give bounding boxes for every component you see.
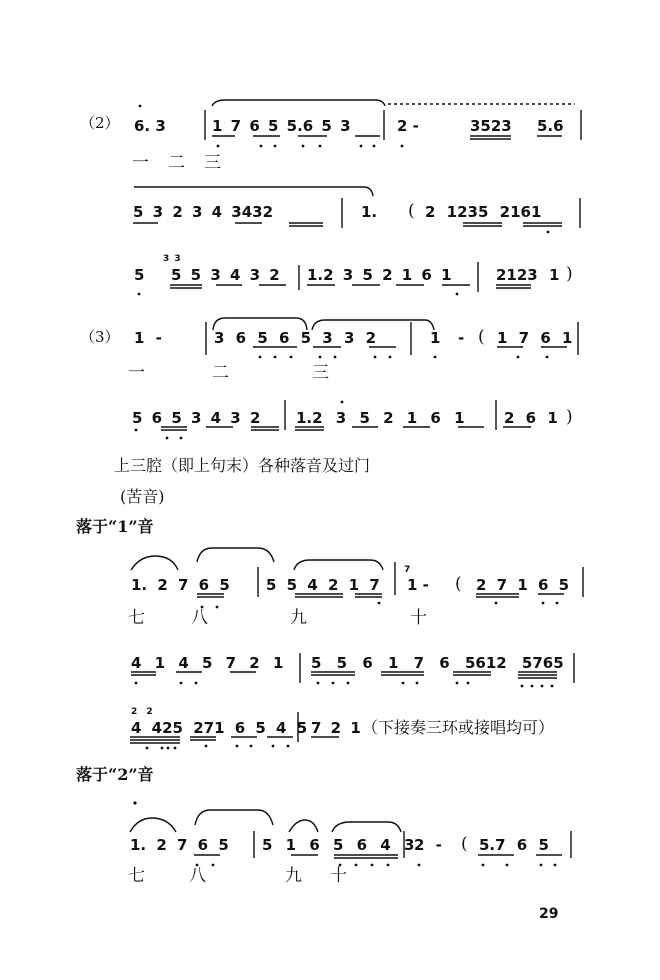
lyric: 一 [132,153,149,173]
note-group: 1.2 3 5 2 1 6 1 [296,409,465,427]
lyric: 三 [204,153,221,173]
note-group: 7 2 1 [311,719,361,737]
paren-open: ( [461,834,468,854]
page-number: 29 [539,906,559,922]
lyric: 一 [128,363,145,383]
note-group: 4 425 271 6 5 4 5 [131,719,308,737]
fall-on-2-heading: 落于“2”音 [76,765,154,784]
note-group: 5 [134,266,145,284]
section-label-3: （3） [80,328,120,346]
note-group: 1 [430,329,441,347]
note-group: 2 7 1 6 5 [476,576,570,594]
note-group: 1 7 6 5 5.6 5 3 [212,117,351,135]
note-group: 5 3 2 3 4 3432 [133,203,274,221]
lyric: 九 [285,866,302,886]
note-group: 1. 2 7 6 5 [130,836,229,854]
note-group: 2 - [397,117,419,135]
note-group: 1 - [407,576,429,594]
section-title: 上三腔（即上句末）各种落音及过门 [114,456,371,475]
note-group: 2 6 1 [504,409,558,427]
paren-open: ( [408,201,415,221]
note-group: 1 7 6 1 [497,329,573,347]
lyric: 七 [128,866,145,886]
paren-open: ( [478,327,485,347]
lyric: 八 [191,608,208,628]
note-group: 5.6 [537,117,564,135]
grace-notes: 3 3 [163,254,181,264]
performance-note: （下接奏三环或接唱均可） [362,718,555,737]
note-group: 3523 [470,117,512,135]
grace-notes: 2 2 [131,707,153,717]
paren-close: ) [566,407,573,427]
lyric: 十 [410,608,427,628]
note-group: 2 - [414,836,442,854]
section-label-2: （2） [80,114,120,132]
fall-on-1-heading: 落于“1”音 [76,517,154,536]
note-group: 1.2 3 5 2 1 6 1 [307,266,452,284]
note-group: 5 6 5 3 4 3 2 [132,409,261,427]
note-group: 6. 3 [134,117,166,135]
note-group: - [458,329,465,347]
grace-notes: 7 [404,565,411,575]
paren-open: ( [455,574,462,594]
note-group: 4 1 4 5 7 2 1 [131,654,284,672]
lyric: 二 [212,363,229,383]
lyric: 八 [189,866,206,886]
lyric: 九 [290,608,307,628]
note-group: 2 1235 2161 [425,203,542,221]
paren-close: ) [566,264,573,284]
note-group: 5.7 6 5 [479,836,549,854]
lyric: 十 [330,866,347,886]
note-group: 5 5 4 2 1 7 [266,576,380,594]
note-group: 1. 2 7 6 5 [131,576,230,594]
note-group: 5 5 3 4 3 2 [171,266,280,284]
note-group: 5 1 6 5 6 4 3 [262,836,415,854]
lyric: 七 [128,608,145,628]
note-group: 2123 1 [496,266,560,284]
note-group: 3 6 5 6 5 3 3 2 [214,329,377,347]
note-group: 5 5 6 1 7 6 5612 5765 [311,654,564,672]
note-group: 1. [361,203,378,221]
note-group: 1 - [134,329,162,347]
lyric: 三 [312,363,329,383]
lyric: 二 [168,153,185,173]
section-subtitle: (苦音) [120,487,165,506]
